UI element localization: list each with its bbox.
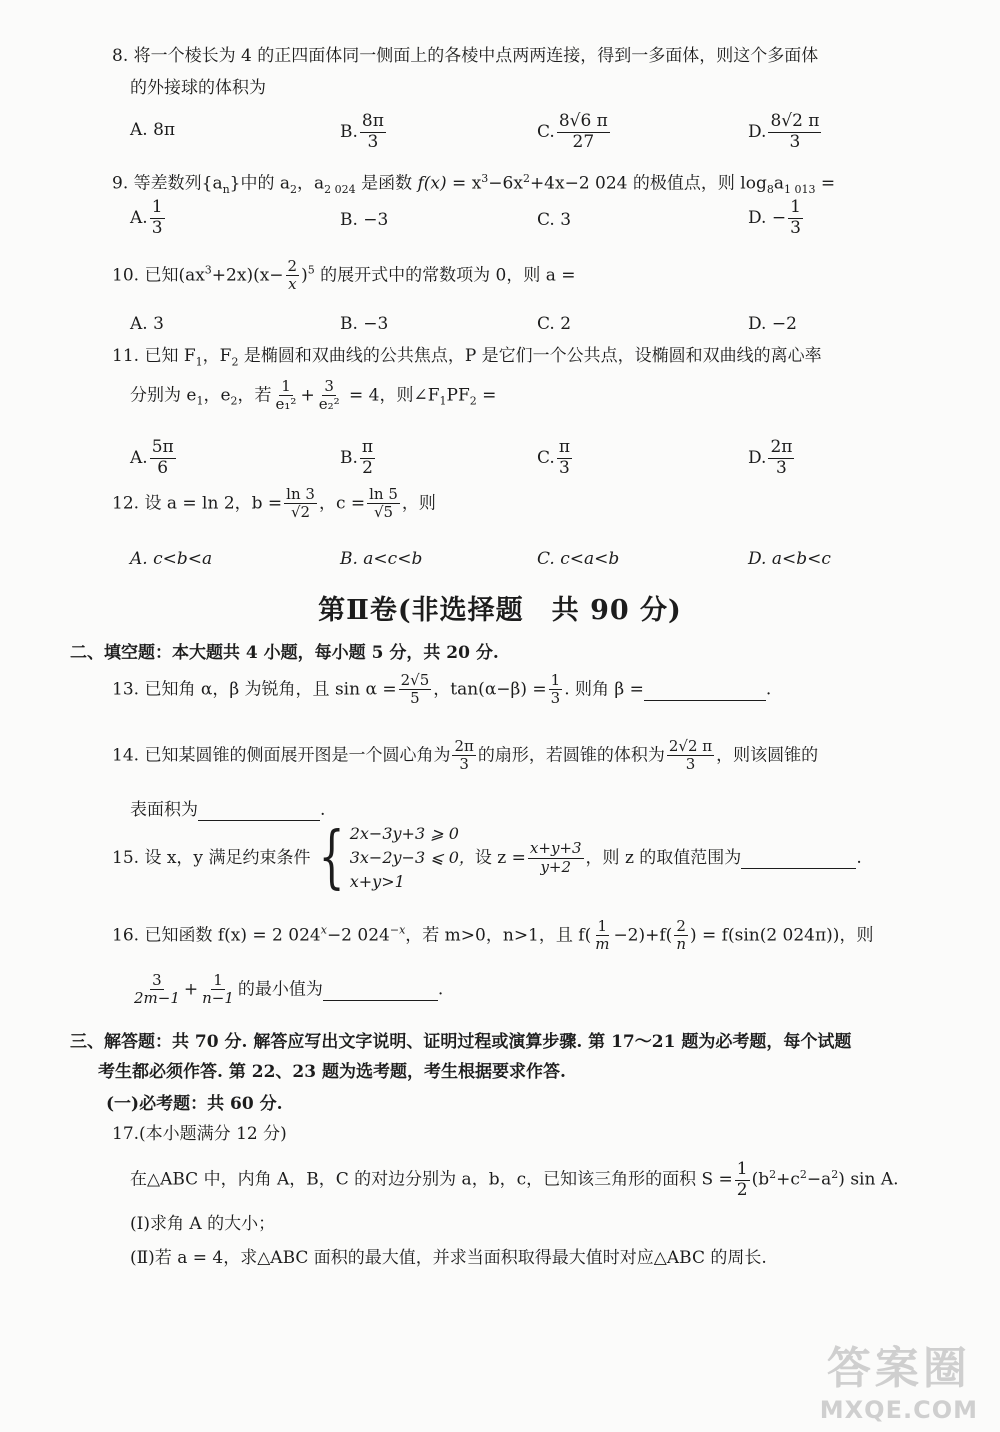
q9-option-a xyxy=(130,198,167,238)
q17-text-5: ) sin A. xyxy=(838,1169,899,1190)
denominator: 2 xyxy=(362,457,373,478)
q9-text-8: a xyxy=(773,173,784,194)
q9-sup-1: 3 xyxy=(481,172,489,185)
q9-sub-4: 8 xyxy=(766,183,774,197)
q15-constraint-2: 3x−2y−3 ⩽ 0， xyxy=(349,848,475,867)
q12-option-d-text: D. a<b<c xyxy=(748,549,831,569)
q11-text-4: 分别为 e xyxy=(130,385,197,406)
q9-text-4: 是函数 xyxy=(355,173,418,194)
q14-line1 xyxy=(112,738,818,774)
q8-option-d-label: D. xyxy=(748,122,767,143)
q15-text-2: 设 z = xyxy=(474,847,526,868)
q12-option-b-text: B. a<c<b xyxy=(340,549,423,569)
q11-text-6: ，若 xyxy=(237,385,272,406)
q16-text-6: 的最小值为 xyxy=(237,979,323,1000)
q11-text-3: 是椭圆和双曲线的公共焦点，P 是它们一个公共点，设椭圆和双曲线的离心率 xyxy=(238,346,822,366)
q9-function: f(x) xyxy=(417,173,447,194)
q8-option-b xyxy=(340,112,388,152)
watermark-logo xyxy=(820,1332,978,1424)
q11-option-a-fraction xyxy=(150,438,176,478)
denominator: e₁² xyxy=(275,395,297,414)
q16-text-5: ) = f(sin(2 024π))，则 xyxy=(689,925,874,946)
q15-answer-blank[interactable] xyxy=(741,847,856,868)
q11-option-c-fraction xyxy=(557,438,572,478)
q10-option-c xyxy=(537,314,571,334)
numerator: 2 xyxy=(676,917,686,935)
part-2-heading: 二、填空题：本大题共 4 小题，每小题 5 分，共 20 分. xyxy=(70,643,499,663)
q12-options xyxy=(0,549,1000,573)
q11-line1 xyxy=(112,346,822,369)
q9-text-6: −6x xyxy=(488,173,523,194)
q9-text-5: = x xyxy=(446,173,482,194)
q8-option-c-label: C. xyxy=(537,122,555,143)
watermark-url: MXQE.COM xyxy=(819,1396,978,1424)
q10-sup-2: 5 xyxy=(307,263,315,277)
q13-answer-blank[interactable] xyxy=(644,679,766,700)
q14-text-1: 14. 已知某圆锥的侧面展开图是一个圆心角为 xyxy=(112,745,451,766)
q10-stem xyxy=(112,258,576,294)
denominator: n xyxy=(676,935,686,954)
q16-fraction-1 xyxy=(593,918,611,954)
numerator: 3 xyxy=(324,377,334,395)
q12-text-1: 12. 设 a = ln 2，b = xyxy=(112,493,283,514)
numerator: 2π xyxy=(770,437,793,457)
q15-text-3: ，则 z 的取值范围为 xyxy=(585,847,742,868)
q10-options xyxy=(0,314,1000,338)
numerator: 8√6 π xyxy=(558,111,608,131)
q9-stem xyxy=(112,172,835,196)
denominator: 27 xyxy=(572,131,595,152)
q9-option-d-label: D. − xyxy=(748,208,787,229)
q13-stem xyxy=(112,672,771,708)
denominator: 5 xyxy=(410,689,420,708)
denominator: √5 xyxy=(373,503,394,522)
q8-options xyxy=(0,112,1000,172)
q11-text-2: ，F xyxy=(202,346,232,366)
denominator: 3 xyxy=(776,457,787,478)
q16-line1 xyxy=(112,918,873,954)
denominator: 2 xyxy=(736,1179,748,1200)
q12-fraction-c xyxy=(367,486,400,522)
numerator: 1 xyxy=(550,671,561,689)
numerator: 2√5 xyxy=(400,671,430,689)
q13-text-1: 13. 已知角 α，β 为锐角，且 sin α = xyxy=(112,679,397,700)
numerator: 1 xyxy=(597,917,608,935)
denominator: 3 xyxy=(558,457,570,478)
q16-text-1: 16. 已知函数 f(x) = 2 024 xyxy=(112,925,321,946)
q9-text-7: +4x−2 024 的极值点，则 log xyxy=(529,173,767,194)
denominator: n−1 xyxy=(202,989,234,1008)
q11-option-a-label: A. xyxy=(130,448,148,469)
q11-option-d-label: D. xyxy=(748,448,767,469)
q17-text-4: −a xyxy=(806,1169,832,1190)
denominator: √2 xyxy=(291,503,311,522)
numerator: 2π xyxy=(454,737,474,755)
q11-sub-6: 2 xyxy=(469,394,477,408)
q9-option-b-text: B. −3 xyxy=(340,210,389,230)
denominator: 6 xyxy=(157,457,169,478)
q8-option-d-fraction xyxy=(768,112,821,152)
q8-line2: 的外接球的体积为 xyxy=(130,78,266,98)
denominator: 3 xyxy=(685,755,696,774)
q16-fraction-2 xyxy=(674,918,688,954)
q9-option-c-text: C. 3 xyxy=(537,210,572,230)
q10-option-d-text: D. −2 xyxy=(748,314,797,334)
q8-option-c xyxy=(537,112,612,152)
q13-fraction-1 xyxy=(399,672,432,708)
q10-fraction xyxy=(286,258,300,294)
q11-option-d-fraction xyxy=(768,438,794,478)
q9-text-9: = xyxy=(815,173,836,194)
part-3-heading-line2: 考生都必须作答. 第 22、23 题为选考题，考生根据要求作答. xyxy=(98,1062,566,1082)
numerator: 1 xyxy=(281,377,291,395)
q17-part-i: (Ⅰ)求角 A 的大小； xyxy=(130,1214,276,1234)
q11-sub-3: 1 xyxy=(196,394,204,408)
q17-text-2: (b xyxy=(751,1169,770,1190)
part-3-subheading: (一)必考题：共 60 分. xyxy=(106,1094,283,1114)
q14-text-2: 的扇形，若圆锥的体积为 xyxy=(477,745,665,766)
numerator: 8√2 π xyxy=(770,111,820,131)
q8-option-d xyxy=(748,112,823,152)
q15-constraints xyxy=(350,822,475,894)
numerator: π xyxy=(558,437,570,457)
q11-text-7: = 4，则∠F xyxy=(343,385,440,406)
q12-text-2: ，c = xyxy=(318,493,366,514)
numerator: ln 5 xyxy=(369,485,398,503)
q12-option-b xyxy=(340,549,422,569)
q12-option-c-text: C. c<a<b xyxy=(537,549,620,569)
numerator: 2 xyxy=(287,257,298,275)
q15-constraint-1: 2x−3y+3 ⩾ 0 xyxy=(349,824,459,843)
watermark-top-text: 答案圈 xyxy=(826,1343,971,1394)
q12-text-3: ，则 xyxy=(401,493,436,514)
denominator: 3 xyxy=(790,217,801,238)
numerator: 1 xyxy=(736,1159,748,1179)
q11-option-d xyxy=(748,438,796,478)
q10-option-b xyxy=(340,314,388,334)
q9-option-a-label: A. xyxy=(130,208,148,229)
q11-option-b-label: B. xyxy=(340,448,358,469)
q17-sup-3: 2 xyxy=(831,1167,839,1181)
q8-option-a xyxy=(130,120,175,140)
q14-fraction-1 xyxy=(452,738,475,774)
q11-fraction-1 xyxy=(274,378,299,414)
part-3-heading-line1: 三、解答题：共 70 分. 解答应写出文字说明、证明过程或演算步骤. 第 17～21 题为必考题，每个试题 xyxy=(70,1032,852,1052)
q13-text-2: ，tan(α−β) = xyxy=(433,679,547,700)
numerator: π xyxy=(361,437,374,457)
q9-text-3: ，a xyxy=(297,173,325,194)
q11-text-5: ，e xyxy=(203,385,231,406)
q11-line2 xyxy=(130,378,496,414)
numerator: 1 xyxy=(213,971,223,989)
numerator: ln 3 xyxy=(286,485,315,503)
q16-text-3: ，若 m>0，n>1，且 f( xyxy=(405,925,592,946)
q17-fraction xyxy=(735,1160,750,1200)
q17-sup-1: 2 xyxy=(769,1167,777,1181)
q16-sup-2: −x xyxy=(389,923,406,937)
q11-fraction-2 xyxy=(317,378,342,414)
q8-line1: 8. 将一个棱长为 4 的正四面体同一侧面上的各棱中点两两连接，得到一多面体，则这个多面体 xyxy=(112,46,819,66)
q9-sub-3: 2 024 xyxy=(324,183,356,197)
q14-fraction-2 xyxy=(667,738,714,774)
q15-period: . xyxy=(856,847,862,868)
q8-option-c-fraction xyxy=(557,112,610,152)
q14-line2 xyxy=(130,800,325,821)
q16-period: . xyxy=(437,979,444,1000)
denominator: y+2 xyxy=(540,857,572,876)
q8-option-b-fraction xyxy=(360,112,386,152)
denominator: 3 xyxy=(151,217,163,238)
q14-period: . xyxy=(320,800,326,820)
q15-constraint-3: x+y>1 xyxy=(349,872,405,891)
q11-option-c xyxy=(537,438,574,478)
q11-option-a xyxy=(130,438,178,478)
q15-stem xyxy=(112,818,862,897)
numerator: 5π xyxy=(151,437,174,457)
q17-text-3: +c xyxy=(776,1169,800,1190)
q10-text-2: +2x)(x− xyxy=(211,265,284,286)
q12-option-a-text: A. c<b<a xyxy=(130,549,213,569)
q11-option-b xyxy=(340,438,377,478)
q9-option-a-fraction xyxy=(150,198,165,238)
numerator: 8π xyxy=(361,111,384,131)
q10-text-1: 10. 已知(ax xyxy=(112,265,205,286)
q10-sup-1: 3 xyxy=(204,263,212,277)
plus-sign: + xyxy=(300,385,315,406)
denominator: 3 xyxy=(550,689,561,708)
q9-text-1: 9. 等差数列{a xyxy=(112,173,223,194)
q10-text-3: ) xyxy=(301,265,308,286)
q15-text-1: 15. 设 x，y 满足约束条件 xyxy=(112,847,311,868)
numerator: 1 xyxy=(790,197,801,217)
q15-constraint-system xyxy=(310,818,475,897)
q9-option-c xyxy=(537,210,571,230)
q15-fraction xyxy=(528,840,584,876)
q16-text-2: −2 024 xyxy=(326,925,390,946)
q11-sub-1: 1 xyxy=(195,355,203,369)
denominator: x xyxy=(288,275,297,294)
denominator: 3 xyxy=(367,131,379,152)
q13-text-3: . 则角 β = xyxy=(564,679,644,700)
denominator: m xyxy=(595,935,610,954)
q16-sup-1: x xyxy=(320,923,327,937)
q14-answer-blank[interactable] xyxy=(198,800,320,821)
q9-options xyxy=(0,198,1000,258)
q13-period: . xyxy=(765,679,772,700)
q9-sub-5: 1 013 xyxy=(784,183,816,197)
q9-option-d xyxy=(748,198,805,238)
numerator: 3 xyxy=(152,971,162,989)
denominator: e₂² xyxy=(318,395,340,414)
q17-sup-2: 2 xyxy=(799,1167,807,1181)
q17-text-1: 在△ABC 中，内角 A，B，C 的对边分别为 a，b，c，已知该三角形的面积 S = xyxy=(130,1169,733,1190)
plus-sign: + xyxy=(183,979,199,1000)
q12-stem xyxy=(112,486,436,522)
q16-fraction-4 xyxy=(200,972,236,1008)
numerator: 2√2 π xyxy=(668,737,713,755)
q16-text-4: −2)+f( xyxy=(613,925,673,946)
q12-fraction-b xyxy=(284,486,317,522)
q9-option-b xyxy=(340,210,388,230)
q16-line2 xyxy=(130,972,443,1008)
q12-option-a xyxy=(130,549,212,569)
denominator: 3 xyxy=(459,755,469,774)
q12-option-c xyxy=(537,549,619,569)
q9-sub-2: 2 xyxy=(290,183,298,197)
q11-sub-2: 2 xyxy=(231,355,239,369)
q9-sup-2: 2 xyxy=(522,172,530,185)
section-2-title: 第Ⅱ卷(非选择题 共 90 分) xyxy=(318,595,682,626)
q16-fraction-3 xyxy=(132,972,182,1008)
q8-option-a-text: A. 8π xyxy=(130,120,176,140)
q16-answer-blank[interactable] xyxy=(323,979,438,1000)
q11-text-9: = xyxy=(476,385,497,406)
q17-part-ii: (Ⅱ)若 a = 4，求△ABC 面积的最大值，并求当面积取得最大值时对应△ABC 的周长. xyxy=(130,1248,767,1268)
q14-text-3: ，则该圆锥的 xyxy=(716,745,819,766)
q10-option-b-text: B. −3 xyxy=(340,314,389,334)
q9-sub-1: n xyxy=(222,183,230,197)
q11-option-b-fraction xyxy=(360,438,375,478)
q11-sub-4: 2 xyxy=(230,394,238,408)
numerator: x+y+3 xyxy=(529,839,582,858)
denominator: 3 xyxy=(789,131,801,152)
q11-sub-5: 1 xyxy=(439,394,447,408)
q9-text-2: }中的 a xyxy=(229,173,291,194)
q10-option-d xyxy=(748,314,797,334)
q9-option-d-fraction xyxy=(788,198,803,238)
numerator: 1 xyxy=(151,197,163,217)
q14-text-4: 表面积为 xyxy=(130,800,198,820)
denominator: 2m−1 xyxy=(134,989,180,1008)
left-brace: { xyxy=(319,818,346,897)
q10-text-4: 的展开式中的常数项为 0，则 a = xyxy=(314,265,576,286)
q10-option-a xyxy=(130,314,164,334)
q8-option-b-label: B. xyxy=(340,122,358,143)
q10-option-a-text: A. 3 xyxy=(130,314,164,334)
q11-option-c-label: C. xyxy=(537,448,555,469)
q11-text-8: PF xyxy=(446,385,470,406)
q17-header: 17.(本小题满分 12 分) xyxy=(112,1124,287,1144)
q12-option-d xyxy=(748,549,831,569)
q17-stem xyxy=(130,1160,899,1200)
q11-text-1: 11. 已知 F xyxy=(112,346,196,366)
q10-option-c-text: C. 2 xyxy=(537,314,572,334)
q13-fraction-2 xyxy=(549,672,563,708)
